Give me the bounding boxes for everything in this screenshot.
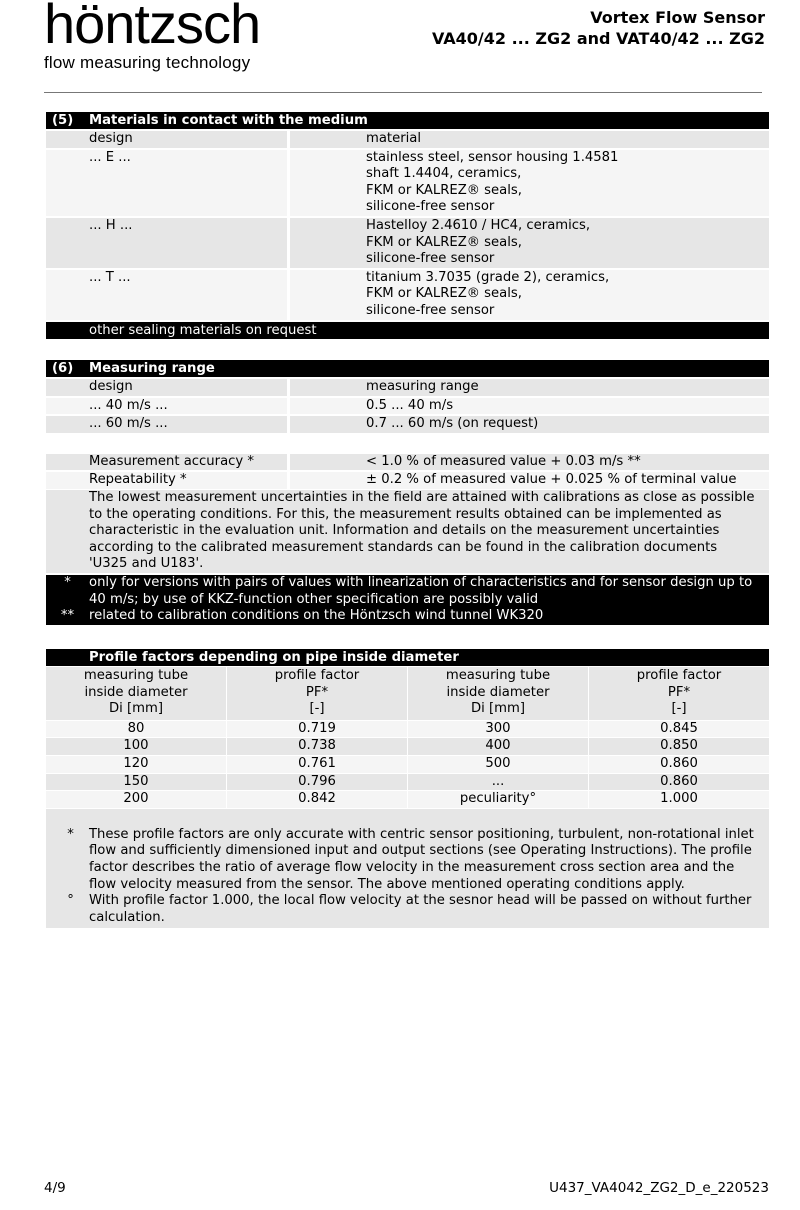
profile-section — [46, 649, 769, 928]
accuracy-value: < 1.0 % of measured value + 0.03 m/s ** — [366, 453, 641, 469]
accuracy-row — [46, 454, 769, 471]
range-header — [46, 360, 769, 377]
table-cell: 100 — [46, 738, 226, 755]
material-line: silicone-free sensor — [366, 302, 495, 318]
material-line: silicone-free sensor — [366, 251, 495, 267]
profile-header: Profile factors depending on pipe inside diameter — [46, 649, 769, 666]
range-row-60 — [46, 416, 769, 433]
materials-material — [293, 270, 769, 320]
range-col-design: design — [46, 379, 290, 396]
table-cell: 0.842 — [227, 791, 407, 808]
materials-header — [46, 112, 769, 129]
range-row-40 — [46, 398, 769, 415]
header-line: measuring tube — [445, 668, 551, 683]
document-title — [432, 7, 765, 49]
header-line: measuring tube — [83, 668, 189, 683]
table-cell: 0.738 — [227, 738, 407, 755]
table-cell: 0.845 — [589, 721, 769, 738]
material-line: titanium 3.7035 (grade 2), ceramics, — [366, 269, 610, 285]
range-value: 0.7 ... 60 m/s (on request) — [366, 416, 539, 432]
materials-row-e — [46, 150, 769, 216]
footnote-mark: ° — [67, 893, 74, 909]
profile-col-header — [227, 667, 407, 720]
range-design: ... 40 m/s ... — [46, 398, 290, 415]
footnote-mark: ** — [60, 608, 75, 624]
material-line: Hastelloy 2.4610 / HC4, ceramics, — [366, 217, 591, 233]
materials-row-h — [46, 218, 769, 268]
range-number: (6) — [52, 361, 74, 376]
table-cell: 0.860 — [589, 756, 769, 773]
materials-row-t — [46, 270, 769, 320]
table-cell: 0.796 — [227, 774, 407, 791]
table-cell: 0.719 — [227, 721, 407, 738]
table-cell: 0.761 — [227, 756, 407, 773]
brand-tagline: flow measuring technology — [44, 53, 251, 72]
header-line: PF* — [305, 684, 329, 700]
table-cell: 150 — [46, 774, 226, 791]
header-line: profile factor — [274, 668, 360, 683]
title-line-2: VA40/42 ... ZG2 and VAT40/42 ... ZG2 — [431, 29, 765, 48]
title-line-1: Vortex Flow Sensor — [590, 8, 765, 27]
document-id: U437_VA4042_ZG2_D_e_220523 — [549, 1180, 769, 1196]
footnote-mark: * — [67, 826, 74, 842]
header-line: Di [mm] — [109, 701, 163, 717]
footnote-text: With profile factor 1.000, the local flow velocity at the sesnor head will be passed on without further calculation. — [89, 893, 752, 925]
header-line: inside diameter — [446, 684, 550, 700]
table-cell: 0.860 — [589, 774, 769, 791]
materials-column-headers — [46, 131, 769, 148]
table-cell: 200 — [46, 791, 226, 808]
materials-footer: other sealing materials on request — [46, 322, 769, 339]
table-cell: 500 — [408, 756, 588, 773]
range-footnotes — [46, 575, 769, 625]
table-cell: 1.000 — [589, 791, 769, 808]
header-divider — [44, 92, 762, 93]
material-line: FKM or KALREZ® seals, — [366, 182, 522, 198]
materials-title: Materials in contact with the medium — [89, 113, 368, 128]
repeatability-row — [46, 472, 769, 489]
header-line: profile factor — [636, 668, 722, 683]
footnote-double-star — [46, 608, 769, 625]
profile-note-degree — [46, 893, 761, 926]
footnote-text: These profile factors are only accurate with centric sensor positioning, turbulent, non-rotational inlet flow and sufficiently dimensioned input and output sections (see Operating Instructions). The profile factor describes the ratio of average flow velocity in the measurement cross section area and the flow velocity measured from the sensor. The above mentioned operating conditions apply. — [89, 826, 754, 892]
material-line: silicone-free sensor — [366, 199, 495, 215]
materials-section — [46, 112, 769, 339]
profile-col-header — [589, 667, 769, 720]
table-cell: 80 — [46, 721, 226, 738]
table-cell: ... — [408, 774, 588, 791]
accuracy-label: Measurement accuracy * — [46, 454, 290, 471]
materials-design: ... T ... — [46, 270, 290, 320]
range-col-range: measuring range — [366, 379, 479, 394]
page-number: 4/9 — [44, 1180, 66, 1196]
footnote-text: related to calibration conditions on the Höntzsch wind tunnel WK320 — [89, 608, 544, 624]
table-cell: 300 — [408, 721, 588, 738]
range-title: Measuring range — [89, 361, 215, 376]
table-cell: peculiarity° — [408, 791, 588, 808]
materials-material — [293, 150, 769, 216]
repeatability-label: Repeatability * — [46, 472, 290, 489]
materials-number: (5) — [52, 113, 74, 128]
table-cell: 120 — [46, 756, 226, 773]
brand-logo — [44, 0, 260, 74]
profile-notes — [46, 809, 769, 929]
table-cell: 400 — [408, 738, 588, 755]
range-section — [46, 360, 769, 625]
material-line: shaft 1.4404, ceramics, — [366, 166, 522, 182]
header-line: PF* — [667, 684, 691, 700]
footnote-text: only for versions with pairs of values with linearization of characteristics and for sensor design up to 40 m/s; by use of KKZ-function other specification are possibly valid — [89, 574, 753, 607]
brand-name: höntzsch — [44, 0, 261, 55]
materials-col-design: design — [46, 131, 290, 148]
table-cell: 0.850 — [589, 738, 769, 755]
header-line: [-] — [309, 701, 325, 717]
footnote-star — [46, 575, 769, 608]
profile-note-star — [46, 827, 761, 893]
materials-design: ... E ... — [46, 150, 290, 216]
profile-table — [46, 667, 769, 808]
material-line: stainless steel, sensor housing 1.4581 — [366, 149, 619, 165]
materials-design: ... H ... — [46, 218, 290, 268]
range-value: 0.5 ... 40 m/s — [366, 397, 454, 413]
profile-col-header — [46, 667, 226, 720]
range-design: ... 60 m/s ... — [46, 416, 290, 433]
profile-col-header — [408, 667, 588, 720]
range-column-headers — [46, 379, 769, 396]
materials-material — [293, 218, 769, 268]
materials-col-material: material — [366, 131, 422, 146]
footnote-mark: * — [64, 574, 71, 590]
material-line: FKM or KALREZ® seals, — [366, 286, 522, 302]
header-line: [-] — [671, 701, 687, 717]
header-line: inside diameter — [84, 684, 188, 700]
material-line: FKM or KALREZ® seals, — [366, 234, 522, 250]
calibration-note: The lowest measurement uncertainties in the field are attained with calibrations as close as possible to the operating conditions. For this, the measurement results obtained can be implemented as characteristic in the evaluation unit. Information and details on the measurement uncertainties according to the calibrated measurement standards can be found in the calibration documents 'U325 and U183'. — [46, 490, 769, 573]
header-line: Di [mm] — [471, 701, 525, 717]
repeatability-value: ± 0.2 % of measured value + 0.025 % of terminal value — [366, 472, 737, 488]
